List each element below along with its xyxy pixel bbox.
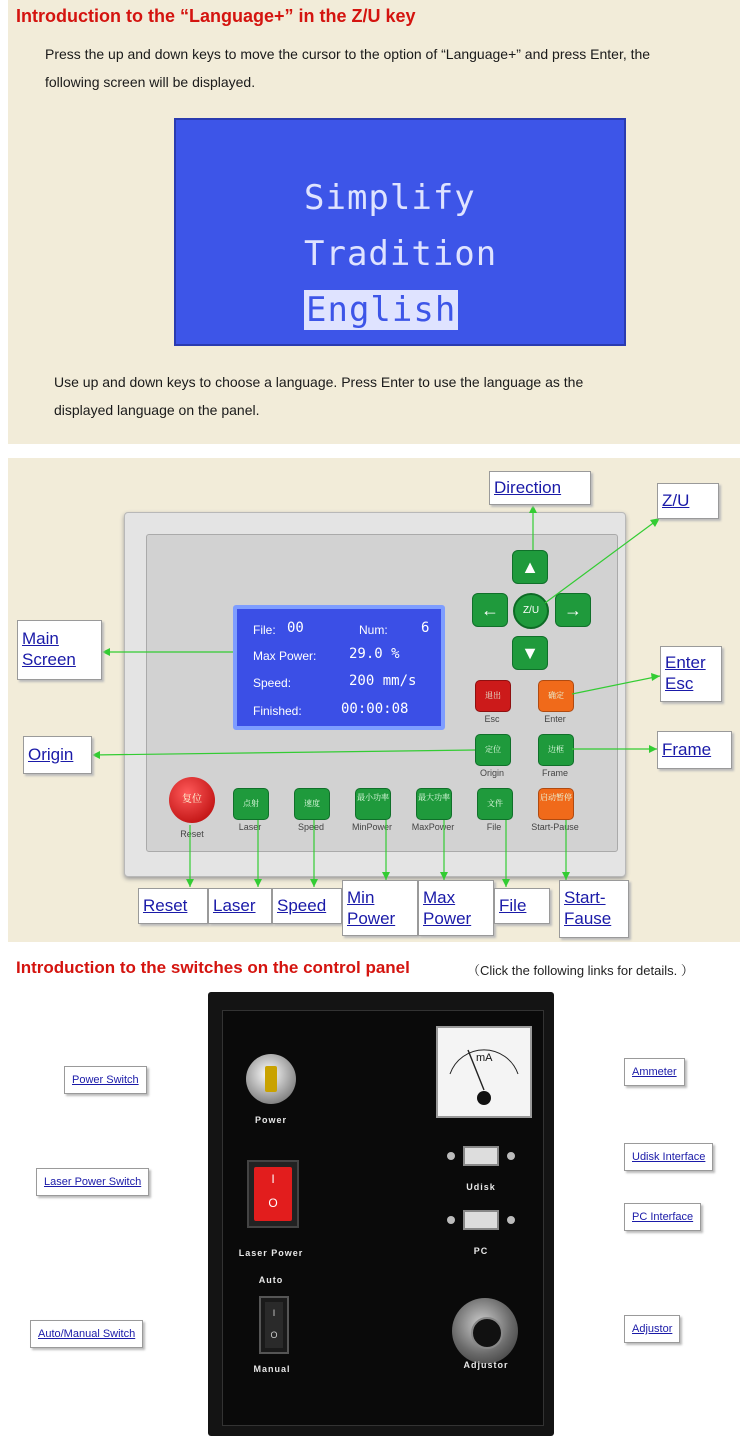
- esc-key[interactable]: 退出: [475, 680, 511, 712]
- intro-line-1: Press the up and down keys to move the cursor to the option of “Language+” and press Enter, the: [45, 46, 651, 62]
- callout-main-screen-line2: Screen: [22, 650, 76, 669]
- pc-port[interactable]: [463, 1210, 499, 1230]
- callout-enter-line: Enter: [665, 653, 706, 672]
- frame-key[interactable]: 边框: [538, 734, 574, 766]
- manual-label: Manual: [253, 1364, 291, 1374]
- right-arrow-key[interactable]: →: [555, 593, 591, 627]
- lcd-speed-key: Speed:: [253, 676, 292, 690]
- callout-frame[interactable]: Frame: [657, 731, 732, 769]
- lcd-file-key: File:: [253, 623, 276, 637]
- callout-start-line: Start-: [564, 888, 606, 907]
- callout-max-power[interactable]: [418, 880, 494, 936]
- minpower-key[interactable]: 最小功率: [355, 788, 391, 820]
- lcd-speed-value: 200 mm/s: [349, 673, 417, 689]
- callout-enter-esc[interactable]: [660, 646, 722, 702]
- speed-key-label: Speed: [297, 822, 325, 832]
- startpause-key[interactable]: 启动暂停: [538, 788, 574, 820]
- ammeter-unit: mA: [476, 1052, 493, 1064]
- lcd-num-key: Num:: [359, 623, 388, 637]
- link-laser-power-switch[interactable]: Laser Power Switch: [36, 1168, 149, 1196]
- key-icon: [265, 1066, 277, 1092]
- link-ammeter[interactable]: Ammeter: [624, 1058, 685, 1086]
- laser-key[interactable]: 点射: [233, 788, 269, 820]
- callout-min-power[interactable]: [342, 880, 418, 936]
- reset-key[interactable]: 复位: [169, 777, 215, 823]
- lcd-finished-value: 00:00:08: [341, 701, 409, 717]
- lcd-finished-key: Finished:: [253, 704, 302, 718]
- laser-power-label: Laser Power: [238, 1248, 304, 1258]
- link-pc-interface[interactable]: PC Interface: [624, 1203, 701, 1231]
- left-arrow-key[interactable]: ←: [472, 593, 508, 627]
- frame-key-label: Frame: [541, 768, 568, 778]
- origin-key[interactable]: 定位: [475, 734, 511, 766]
- auto-label: Auto: [258, 1275, 284, 1285]
- origin-key-label: Origin: [479, 768, 504, 778]
- auto-manual-toggle[interactable]: I O: [259, 1296, 289, 1354]
- reset-key-label: Reset: [180, 829, 204, 839]
- callout-main-screen[interactable]: [17, 620, 102, 680]
- startpause-key-label: Start-Pause: [531, 822, 579, 832]
- callout-min-power-line: Power: [347, 909, 396, 928]
- maxpower-key-label: MaxPower: [411, 822, 455, 832]
- pc-screw-left: [447, 1216, 455, 1224]
- power-label: Power: [254, 1115, 287, 1125]
- callout-fause-line: Fause: [564, 909, 612, 928]
- ammeter-gauge: [436, 1026, 532, 1118]
- callout-direction[interactable]: Direction: [489, 471, 591, 505]
- callout-esc-line: Esc: [665, 674, 694, 693]
- down-arrow-key[interactable]: ▼: [512, 636, 548, 670]
- file-key[interactable]: 文件: [477, 788, 513, 820]
- lcd-option-simplify: Simplify: [304, 178, 476, 218]
- minpower-key-label: MinPower: [351, 822, 392, 832]
- callout-origin[interactable]: Origin: [23, 736, 92, 774]
- udisk-label: Udisk: [466, 1182, 496, 1192]
- zu-key[interactable]: Z/U: [513, 593, 549, 629]
- lcd-option-english-selected: English: [306, 290, 457, 330]
- callout-max-power-line: Power: [423, 909, 472, 928]
- laser-key-label: Laser: [238, 822, 262, 832]
- callout-file[interactable]: File: [494, 888, 550, 924]
- callout-speed[interactable]: Speed: [272, 888, 342, 924]
- link-power-switch[interactable]: Power Switch: [64, 1066, 147, 1094]
- lcd-maxpower-value: 29.0 %: [349, 646, 400, 662]
- callout-min-line: Min: [347, 888, 375, 907]
- udisk-screw-right: [507, 1152, 515, 1160]
- callout-max-line: Max: [423, 888, 456, 907]
- switches-section-title: Introduction to the switches on the control panel: [16, 958, 410, 977]
- speed-key[interactable]: 速度: [294, 788, 330, 820]
- lcd-maxpower-key: Max Power:: [253, 649, 317, 663]
- maxpower-key[interactable]: 最大功率: [416, 788, 452, 820]
- esc-key-label: Esc: [484, 714, 500, 724]
- pc-label: PC: [473, 1246, 489, 1256]
- callout-start-fause[interactable]: [559, 880, 629, 938]
- enter-key-label: Enter: [544, 714, 566, 724]
- link-auto-manual-switch[interactable]: Auto/Manual Switch: [30, 1320, 143, 1348]
- lcd-option-tradition: Tradition: [304, 234, 498, 274]
- pc-screw-right: [507, 1216, 515, 1224]
- lcd-num-value: 6: [421, 620, 430, 636]
- adjustor-knob[interactable]: [452, 1298, 518, 1364]
- intro-line-2: following screen will be displayed.: [45, 74, 256, 90]
- ammeter-dial: [438, 1028, 530, 1116]
- note-line-2: displayed language on the panel.: [54, 402, 260, 418]
- callout-zu[interactable]: Z/U: [657, 483, 719, 519]
- enter-key[interactable]: 确定: [538, 680, 574, 712]
- callout-main-screen-line1: Main: [22, 629, 59, 648]
- switches-section-subtitle: （Click the following links for details. ）: [467, 963, 694, 978]
- language-section-title: Introduction to the “Language+” in the Z/U key: [16, 6, 416, 26]
- laser-power-rocker[interactable]: I O: [247, 1160, 299, 1228]
- link-adjustor[interactable]: Adjustor: [624, 1315, 680, 1343]
- udisk-screw-left: [447, 1152, 455, 1160]
- lcd-file-value: 00: [287, 620, 304, 636]
- callout-reset[interactable]: Reset: [138, 888, 208, 924]
- link-udisk-interface[interactable]: Udisk Interface: [624, 1143, 713, 1171]
- udisk-port[interactable]: [463, 1146, 499, 1166]
- up-arrow-key[interactable]: ▲: [512, 550, 548, 584]
- file-key-label: File: [486, 822, 502, 832]
- callout-laser[interactable]: Laser: [208, 888, 272, 924]
- power-key-switch[interactable]: [246, 1054, 296, 1104]
- adjustor-label: Adjustor: [463, 1360, 509, 1370]
- note-line-1: Use up and down keys to choose a language. Press Enter to use the language as the: [54, 374, 584, 390]
